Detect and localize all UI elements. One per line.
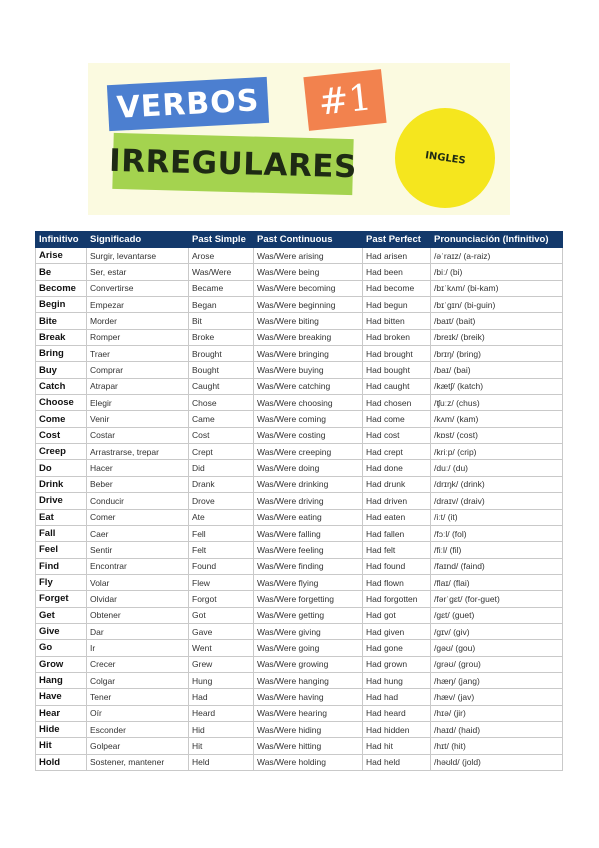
past-simple-cell: Ate	[189, 509, 254, 525]
past-perfect-cell: Had cost	[363, 427, 431, 443]
past-continuous-cell: Was/Were having	[254, 689, 363, 705]
past-simple-cell: Gave	[189, 623, 254, 639]
infinitivo-cell: Eat	[36, 509, 87, 525]
infinitivo-cell: Forget	[36, 591, 87, 607]
table-row	[36, 656, 563, 672]
past-simple-cell: Drank	[189, 476, 254, 492]
table-row	[36, 558, 563, 574]
table-row	[36, 297, 563, 313]
significado-cell: Empezar	[87, 297, 189, 313]
past-perfect-cell: Had hit	[363, 738, 431, 754]
infinitivo-cell: Come	[36, 411, 87, 427]
significado-cell: Sentir	[87, 542, 189, 558]
past-perfect-cell: Had heard	[363, 705, 431, 721]
infinitivo-cell: Have	[36, 689, 87, 705]
significado-cell: Arrastrarse, trepar	[87, 444, 189, 460]
past-simple-cell: Was/Were	[189, 264, 254, 280]
pronunciacion-cell: /fɔːl/ (fol)	[431, 525, 563, 541]
table-row	[36, 280, 563, 296]
irregulares-title: IRREGULARES	[108, 142, 358, 186]
infinitivo-cell: Drive	[36, 493, 87, 509]
pronunciacion-cell: /gɛt/ (guet)	[431, 607, 563, 623]
table-row	[36, 411, 563, 427]
significado-cell: Obtener	[87, 607, 189, 623]
pronunciacion-cell: /grəʊ/ (grou)	[431, 656, 563, 672]
infinitivo-cell: Hang	[36, 672, 87, 688]
past-simple-cell: Brought	[189, 346, 254, 362]
pronunciacion-cell: /duː/ (du)	[431, 460, 563, 476]
pronunciacion-cell: /baɪt/ (bait)	[431, 313, 563, 329]
past-continuous-cell: Was/Were breaking	[254, 329, 363, 345]
pronunciacion-cell: /hɪə/ (jir)	[431, 705, 563, 721]
past-simple-cell: Got	[189, 607, 254, 623]
past-continuous-cell: Was/Were flying	[254, 574, 363, 590]
table-row	[36, 346, 563, 362]
past-perfect-cell: Had bitten	[363, 313, 431, 329]
infinitivo-cell: Become	[36, 280, 87, 296]
significado-cell: Caer	[87, 525, 189, 541]
past-simple-cell: Heard	[189, 705, 254, 721]
past-continuous-cell: Was/Were becoming	[254, 280, 363, 296]
table-row	[36, 705, 563, 721]
past-simple-cell: Crept	[189, 444, 254, 460]
past-simple-cell: Bit	[189, 313, 254, 329]
past-simple-cell: Felt	[189, 542, 254, 558]
pronunciacion-cell: /fiːl/ (fil)	[431, 542, 563, 558]
significado-cell: Elegir	[87, 395, 189, 411]
past-continuous-cell: Was/Were hitting	[254, 738, 363, 754]
column-header-past-simple: Past Simple	[189, 232, 254, 248]
infinitivo-cell: Grow	[36, 656, 87, 672]
table-row	[36, 721, 563, 737]
significado-cell: Comer	[87, 509, 189, 525]
past-perfect-cell: Had held	[363, 754, 431, 770]
past-simple-cell: Did	[189, 460, 254, 476]
past-simple-cell: Fell	[189, 525, 254, 541]
column-header-past-continuous: Past Continuous	[254, 232, 363, 248]
pronunciacion-cell: /gəʊ/ (gou)	[431, 640, 563, 656]
past-continuous-cell: Was/Were biting	[254, 313, 363, 329]
past-continuous-cell: Was/Were going	[254, 640, 363, 656]
table-row	[36, 689, 563, 705]
table-body	[36, 248, 563, 771]
pronunciacion-cell: /fərˈgɛt/ (for-guet)	[431, 591, 563, 607]
past-simple-cell: Began	[189, 297, 254, 313]
pronunciacion-cell: /həʊld/ (jold)	[431, 754, 563, 770]
past-continuous-cell: Was/Were hiding	[254, 721, 363, 737]
significado-cell: Ir	[87, 640, 189, 656]
column-header-past-perfect: Past Perfect	[363, 232, 431, 248]
past-perfect-cell: Had caught	[363, 378, 431, 394]
past-perfect-cell: Had grown	[363, 656, 431, 672]
past-simple-cell: Went	[189, 640, 254, 656]
pronunciacion-cell: /hɪt/ (hit)	[431, 738, 563, 754]
past-continuous-cell: Was/Were giving	[254, 623, 363, 639]
column-header-pronunciacion: Pronunciación (Infinitivo)	[431, 232, 563, 248]
infinitivo-cell: Give	[36, 623, 87, 639]
pronunciacion-cell: /faɪnd/ (faind)	[431, 558, 563, 574]
past-simple-cell: Came	[189, 411, 254, 427]
past-perfect-cell: Had found	[363, 558, 431, 574]
past-continuous-cell: Was/Were driving	[254, 493, 363, 509]
significado-cell: Romper	[87, 329, 189, 345]
pronunciacion-cell: /gɪv/ (giv)	[431, 623, 563, 639]
infinitivo-cell: Creep	[36, 444, 87, 460]
past-simple-cell: Found	[189, 558, 254, 574]
infinitivo-cell: Find	[36, 558, 87, 574]
irregulares-tag	[108, 133, 358, 195]
infinitivo-cell: Fly	[36, 574, 87, 590]
significado-cell: Dar	[87, 623, 189, 639]
significado-cell: Ser, estar	[87, 264, 189, 280]
infinitivo-cell: Be	[36, 264, 87, 280]
pronunciacion-cell: /hæv/ (jav)	[431, 689, 563, 705]
significado-cell: Costar	[87, 427, 189, 443]
pronunciacion-cell: /biː/ (bi)	[431, 264, 563, 280]
table-row	[36, 542, 563, 558]
pronunciacion-cell: /brɪŋ/ (bring)	[431, 346, 563, 362]
past-continuous-cell: Was/Were holding	[254, 754, 363, 770]
past-perfect-cell: Had driven	[363, 493, 431, 509]
table-row	[36, 754, 563, 770]
past-simple-cell: Caught	[189, 378, 254, 394]
pronunciacion-cell: /iːt/ (it)	[431, 509, 563, 525]
past-continuous-cell: Was/Were doing	[254, 460, 363, 476]
pronunciacion-cell: /bɪˈgɪn/ (bi-guin)	[431, 297, 563, 313]
table-row	[36, 248, 563, 264]
pronunciacion-cell: /hæŋ/ (jang)	[431, 672, 563, 688]
past-perfect-cell: Had arisen	[363, 248, 431, 264]
significado-cell: Convertirse	[87, 280, 189, 296]
table-row	[36, 493, 563, 509]
table-row	[36, 460, 563, 476]
infinitivo-cell: Drink	[36, 476, 87, 492]
infinitivo-cell: Go	[36, 640, 87, 656]
significado-cell: Conducir	[87, 493, 189, 509]
significado-cell: Volar	[87, 574, 189, 590]
table-row	[36, 623, 563, 639]
infinitivo-cell: Catch	[36, 378, 87, 394]
past-simple-cell: Broke	[189, 329, 254, 345]
infinitivo-cell: Buy	[36, 362, 87, 378]
table-row	[36, 591, 563, 607]
past-perfect-cell: Had broken	[363, 329, 431, 345]
table-row	[36, 574, 563, 590]
pronunciacion-cell: /ʧuːz/ (chus)	[431, 395, 563, 411]
pronunciacion-cell: /drɪŋk/ (drink)	[431, 476, 563, 492]
significado-cell: Golpear	[87, 738, 189, 754]
table-row	[36, 640, 563, 656]
pronunciacion-cell: /bɪˈkʌm/ (bi-kam)	[431, 280, 563, 296]
verbos-tag	[107, 77, 269, 131]
past-continuous-cell: Was/Were creeping	[254, 444, 363, 460]
significado-cell: Venir	[87, 411, 189, 427]
past-perfect-cell: Had chosen	[363, 395, 431, 411]
past-continuous-cell: Was/Were hanging	[254, 672, 363, 688]
past-perfect-cell: Had had	[363, 689, 431, 705]
pronunciacion-cell: /kætʃ/ (katch)	[431, 378, 563, 394]
pronunciacion-cell: /kʌm/ (kam)	[431, 411, 563, 427]
table-row	[36, 607, 563, 623]
past-simple-cell: Flew	[189, 574, 254, 590]
past-continuous-cell: Was/Were costing	[254, 427, 363, 443]
significado-cell: Beber	[87, 476, 189, 492]
table-row	[36, 329, 563, 345]
table-row	[36, 525, 563, 541]
verbos-title: VERBOS	[115, 82, 261, 126]
past-simple-cell: Drove	[189, 493, 254, 509]
past-continuous-cell: Was/Were growing	[254, 656, 363, 672]
infinitivo-cell: Begin	[36, 297, 87, 313]
table-row	[36, 395, 563, 411]
past-continuous-cell: Was/Were falling	[254, 525, 363, 541]
significado-cell: Crecer	[87, 656, 189, 672]
infinitivo-cell: Cost	[36, 427, 87, 443]
past-perfect-cell: Had fallen	[363, 525, 431, 541]
past-continuous-cell: Was/Were catching	[254, 378, 363, 394]
past-continuous-cell: Was/Were hearing	[254, 705, 363, 721]
past-perfect-cell: Had hung	[363, 672, 431, 688]
table-row	[36, 672, 563, 688]
infinitivo-cell: Hear	[36, 705, 87, 721]
table-header-row	[36, 232, 563, 248]
table-row	[36, 476, 563, 492]
pronunciacion-cell: /əˈraɪz/ (a-raiz)	[431, 248, 563, 264]
infinitivo-cell: Bite	[36, 313, 87, 329]
column-header-infinitivo: Infinitivo	[36, 232, 87, 248]
past-perfect-cell: Had drunk	[363, 476, 431, 492]
past-perfect-cell: Had brought	[363, 346, 431, 362]
significado-cell: Oír	[87, 705, 189, 721]
language-label: INGLES	[424, 149, 466, 167]
pronunciacion-cell: /kriːp/ (crip)	[431, 444, 563, 460]
past-continuous-cell: Was/Were beginning	[254, 297, 363, 313]
past-continuous-cell: Was/Were drinking	[254, 476, 363, 492]
past-simple-cell: Hid	[189, 721, 254, 737]
table-row	[36, 362, 563, 378]
past-simple-cell: Arose	[189, 248, 254, 264]
table-row	[36, 313, 563, 329]
pronunciacion-cell: /haɪd/ (haid)	[431, 721, 563, 737]
past-simple-cell: Grew	[189, 656, 254, 672]
significado-cell: Encontrar	[87, 558, 189, 574]
past-simple-cell: Chose	[189, 395, 254, 411]
past-perfect-cell: Had bought	[363, 362, 431, 378]
past-continuous-cell: Was/Were feeling	[254, 542, 363, 558]
past-simple-cell: Forgot	[189, 591, 254, 607]
infinitivo-cell: Hide	[36, 721, 87, 737]
infinitivo-cell: Break	[36, 329, 87, 345]
past-perfect-cell: Had got	[363, 607, 431, 623]
past-simple-cell: Held	[189, 754, 254, 770]
pronunciacion-cell: /breɪk/ (breik)	[431, 329, 563, 345]
pronunciacion-cell: /flaɪ/ (flai)	[431, 574, 563, 590]
past-perfect-cell: Had felt	[363, 542, 431, 558]
past-perfect-cell: Had flown	[363, 574, 431, 590]
significado-cell: Sostener, mantener	[87, 754, 189, 770]
past-perfect-cell: Had eaten	[363, 509, 431, 525]
past-continuous-cell: Was/Were finding	[254, 558, 363, 574]
pronunciacion-cell: /draɪv/ (draiv)	[431, 493, 563, 509]
past-simple-cell: Cost	[189, 427, 254, 443]
infinitivo-cell: Arise	[36, 248, 87, 264]
past-simple-cell: Hung	[189, 672, 254, 688]
past-simple-cell: Bought	[189, 362, 254, 378]
past-simple-cell: Hit	[189, 738, 254, 754]
language-badge	[395, 108, 495, 208]
significado-cell: Comprar	[87, 362, 189, 378]
past-continuous-cell: Was/Were bringing	[254, 346, 363, 362]
verbs-table	[35, 231, 563, 771]
table-row	[36, 378, 563, 394]
past-perfect-cell: Had been	[363, 264, 431, 280]
past-continuous-cell: Was/Were eating	[254, 509, 363, 525]
significado-cell: Surgir, levantarse	[87, 248, 189, 264]
infinitivo-cell: Hit	[36, 738, 87, 754]
past-continuous-cell: Was/Were being	[254, 264, 363, 280]
infinitivo-cell: Choose	[36, 395, 87, 411]
table-row	[36, 738, 563, 754]
infinitivo-cell: Bring	[36, 346, 87, 362]
significado-cell: Esconder	[87, 721, 189, 737]
past-continuous-cell: Was/Were choosing	[254, 395, 363, 411]
past-perfect-cell: Had forgotten	[363, 591, 431, 607]
past-perfect-cell: Had come	[363, 411, 431, 427]
infinitivo-cell: Hold	[36, 754, 87, 770]
table-row	[36, 444, 563, 460]
significado-cell: Morder	[87, 313, 189, 329]
table-row	[36, 509, 563, 525]
pronunciacion-cell: /baɪ/ (bai)	[431, 362, 563, 378]
infinitivo-cell: Get	[36, 607, 87, 623]
past-perfect-cell: Had crept	[363, 444, 431, 460]
significado-cell: Olvidar	[87, 591, 189, 607]
pronunciacion-cell: /kɒst/ (cost)	[431, 427, 563, 443]
past-continuous-cell: Was/Were forgetting	[254, 591, 363, 607]
past-continuous-cell: Was/Were coming	[254, 411, 363, 427]
past-continuous-cell: Was/Were getting	[254, 607, 363, 623]
significado-cell: Colgar	[87, 672, 189, 688]
significado-cell: Atrapar	[87, 378, 189, 394]
past-perfect-cell: Had begun	[363, 297, 431, 313]
number-tag	[303, 69, 386, 131]
past-perfect-cell: Had become	[363, 280, 431, 296]
infinitivo-cell: Fall	[36, 525, 87, 541]
past-simple-cell: Became	[189, 280, 254, 296]
table-row	[36, 427, 563, 443]
past-continuous-cell: Was/Were arising	[254, 248, 363, 264]
table-row	[36, 264, 563, 280]
past-perfect-cell: Had hidden	[363, 721, 431, 737]
infinitivo-cell: Do	[36, 460, 87, 476]
past-perfect-cell: Had done	[363, 460, 431, 476]
past-continuous-cell: Was/Were buying	[254, 362, 363, 378]
column-header-significado: Significado	[87, 232, 189, 248]
past-perfect-cell: Had given	[363, 623, 431, 639]
significado-cell: Traer	[87, 346, 189, 362]
significado-cell: Tener	[87, 689, 189, 705]
significado-cell: Hacer	[87, 460, 189, 476]
past-perfect-cell: Had gone	[363, 640, 431, 656]
number-label: #1	[316, 76, 374, 124]
past-simple-cell: Had	[189, 689, 254, 705]
infinitivo-cell: Feel	[36, 542, 87, 558]
